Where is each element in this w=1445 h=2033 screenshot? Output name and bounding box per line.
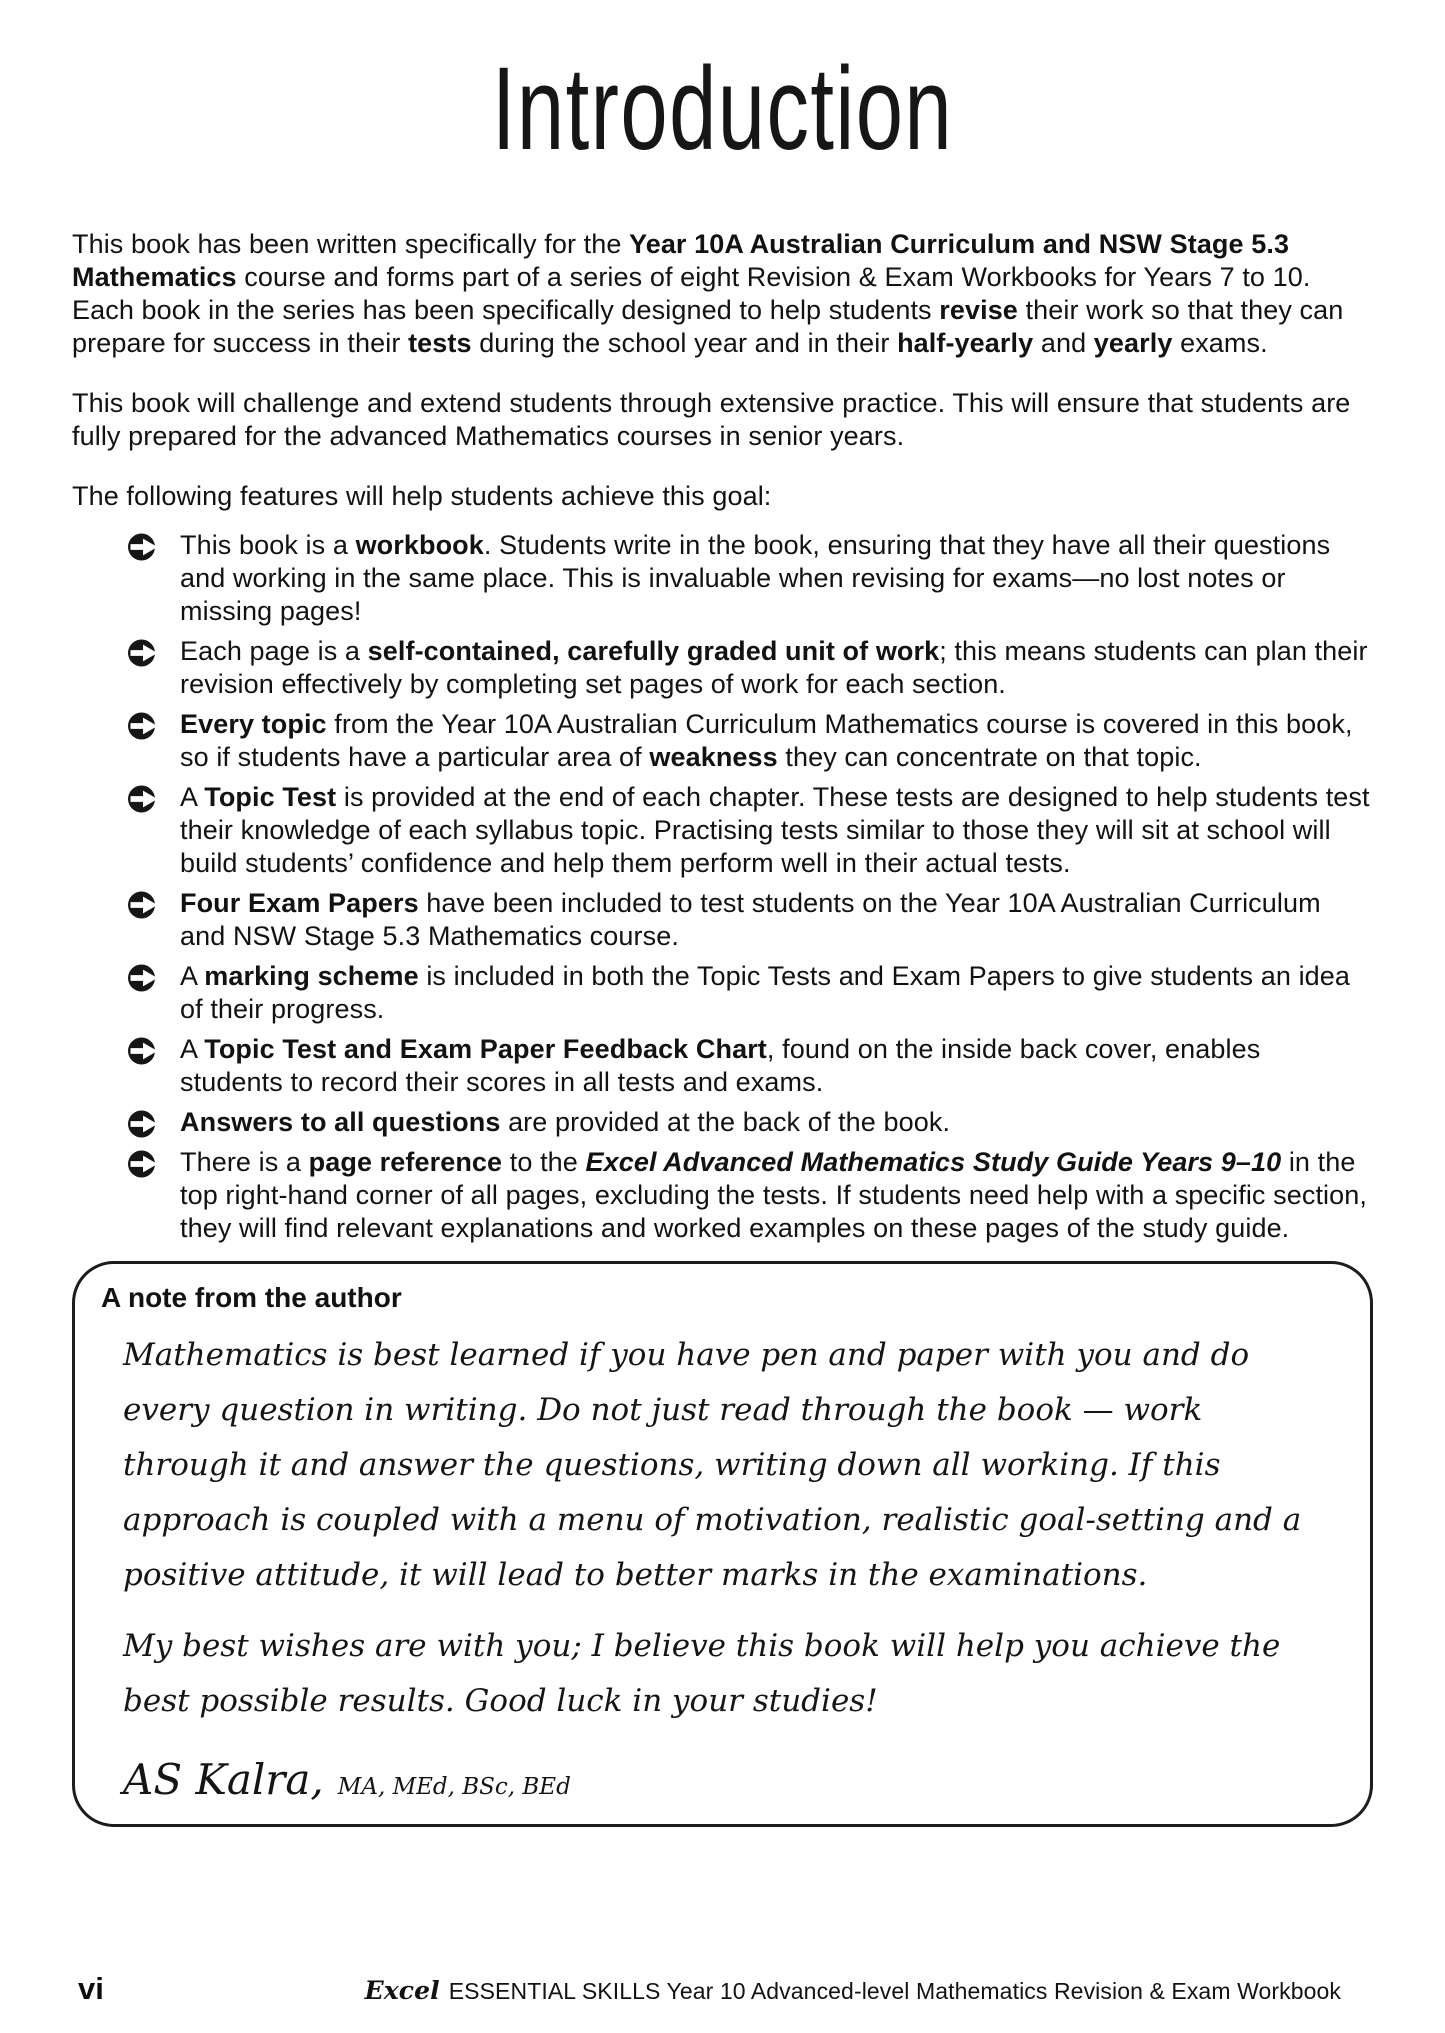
author-credentials: MA, MEd, BSc, BEd (337, 1773, 571, 1800)
feature-text: A Topic Test is provided at the end of each chapter. These tests are designed to help students test their knowledge of each syllabus topic. Practising tests similar to those they will sit at school will build students’ confidence and help them perform well in their actual tests. (180, 781, 1370, 878)
circle-arrow-bullet-icon (127, 1036, 160, 1066)
feature-item (127, 1146, 1373, 1245)
feature-item (127, 635, 1373, 701)
feature-item (127, 781, 1373, 880)
feature-text: A Topic Test and Exam Paper Feedback Chart, found on the inside back cover, enables students to record their scores in all tests and exams. (180, 1033, 1261, 1097)
features-list (72, 529, 1373, 1245)
feature-item (127, 1106, 1373, 1139)
document-page (0, 43, 1445, 2033)
footer-book-title (365, 1976, 1341, 2005)
circle-arrow-bullet-icon (127, 711, 160, 741)
page-content (0, 228, 1445, 1827)
feature-text: A marking scheme is included in both the Topic Tests and Exam Papers to give students an idea of their progress. (180, 960, 1351, 1024)
author-note-box (72, 1261, 1373, 1827)
feature-text: There is a page reference to the Excel Advanced Mathematics Study Guide Years 9–10 in the top right-hand corner of all pages, excluding the tests. If students need help with a specific section, they will find relevant explanations and worked examples on these pages of the study guide. (180, 1146, 1367, 1243)
page-number: vi (78, 1971, 104, 2006)
feature-text: Each page is a self-contained, carefully graded unit of work; this means students can plan their revision effectively by completing set pages of work for each section. (180, 635, 1368, 699)
author-signature-row (101, 1755, 1336, 1804)
author-note-paragraph-1: Mathematics is best learned if you have pen and paper with you and do every question in writing. Do not just read through the book — work through it and answer the questions, writing down all working. If this approach is coupled with a menu of motivation, realistic goal-setting and a positive attitude, it will lead to better marks in the examinations. (123, 1336, 1302, 1593)
feature-item (127, 529, 1373, 628)
feature-item (127, 887, 1373, 953)
author-note-paragraph-2: My best wishes are with you; I believe this book will help you achieve the best possible results. Good luck in your studies! (123, 1627, 1281, 1719)
circle-arrow-bullet-icon (127, 1109, 160, 1139)
feature-text: Every topic from the Year 10A Australian Curriculum Mathematics course is covered in this book, so if students have a particular area of weakness they can concentrate on that topic. (180, 708, 1353, 772)
intro-paragraph-1: This book has been written specifically for the Year 10A Australian Curriculum and NSW Stage 5.3 Mathematics course and forms part of a series of eight Revision & Exam Workbooks for Years 7 to 10. Each book in the series has been specifically designed to help students revise their work so that they can prepare for success in their tests during the school year and in their half-yearly and yearly exams. (72, 228, 1344, 358)
excel-brand-text: Excel (364, 1976, 440, 2005)
feature-item (127, 1033, 1373, 1099)
author-signature: AS Kalra, (123, 1754, 324, 1804)
page-title: Introduction (491, 43, 954, 175)
footer-series-text: ESSENTIAL SKILLS Year 10 Advanced-level Mathematics Revision & Exam Workbook (448, 1978, 1341, 2004)
feature-text: Answers to all questions are provided at the back of the book. (180, 1106, 951, 1137)
circle-arrow-bullet-icon (127, 890, 160, 920)
features-lead-in: The following features will help students achieve this goal: (72, 480, 772, 511)
circle-arrow-bullet-icon (127, 784, 160, 814)
circle-arrow-bullet-icon (127, 963, 160, 993)
page-footer (78, 1971, 1341, 2007)
circle-arrow-bullet-icon (127, 1149, 160, 1179)
author-note-heading: A note from the author (101, 1281, 402, 1313)
feature-item (127, 708, 1373, 774)
circle-arrow-bullet-icon (127, 638, 160, 668)
feature-text: Four Exam Papers have been included to test students on the Year 10A Australian Curriculum and NSW Stage 5.3 Mathematics course. (180, 887, 1321, 951)
circle-arrow-bullet-icon (127, 532, 160, 562)
intro-paragraph-2: This book will challenge and extend students through extensive practice. This will ensure that students are fully prepared for the advanced Mathematics courses in senior years. (72, 387, 1351, 451)
feature-text: This book is a workbook. Students write in the book, ensuring that they have all their questions and working in the same place. This is invaluable when revising for exams—no lost notes or missing pages! (180, 529, 1331, 626)
feature-item (127, 960, 1373, 1026)
